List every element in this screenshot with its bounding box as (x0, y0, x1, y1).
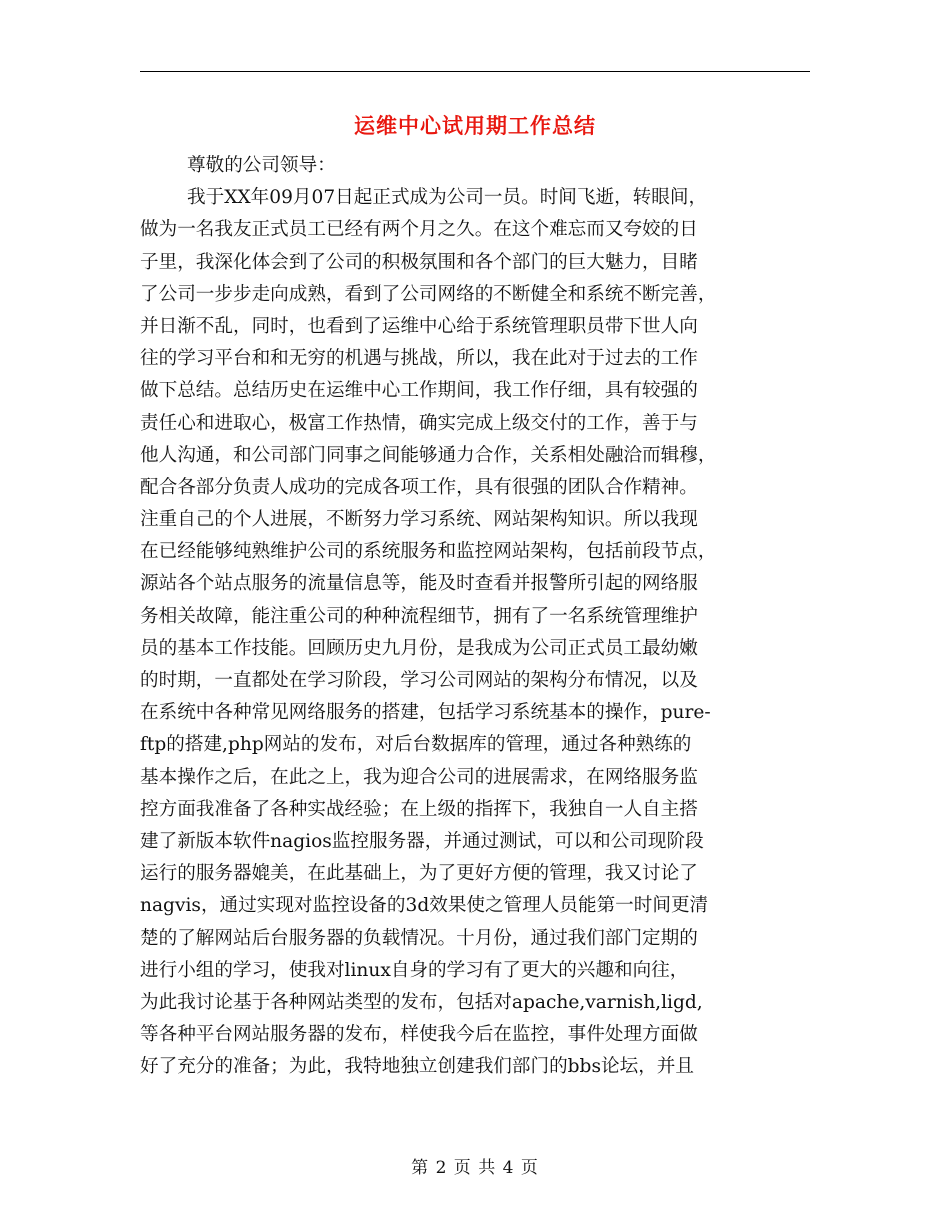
paragraph-line: 子里，我深化体会到了公司的积极氛围和各个部门的巨大魅力，目睹 (140, 251, 698, 273)
paragraph-line: 等各种平台网站服务器的发布，样使我今后在监控，事件处理方面做 (140, 1024, 698, 1046)
paragraph-line: 楚的了解网站后台服务器的负载情况。十月份，通过我们部门定期的 (140, 927, 698, 949)
paragraph-line: 配合各部分负责人成功的完成各项工作，具有很强的团队合作精神。 (140, 476, 698, 498)
paragraph-line: 责任心和进取心，极富工作热情，确实完成上级交付的工作，善于与 (140, 412, 698, 434)
paragraph-line: ftp的搭建,php网站的发布，对后台数据库的管理，通过各种熟练的 (140, 734, 692, 756)
paragraph-line: 他人沟通，和公司部门同事之间能够通力合作，关系相处融洽而辑穆， (140, 444, 717, 466)
paragraph-line: 好了充分的准备；为此，我特地独立创建我们部门的bbs论坛，并且 (140, 1056, 694, 1078)
paragraph-line: 基本操作之后，在此之上，我为迎合公司的进展需求，在网络服务监 (140, 766, 698, 788)
header-rule (140, 71, 810, 72)
paragraph-line: 做下总结。总结历史在运维中心工作期间，我工作仔细，具有较强的 (140, 380, 698, 402)
paragraph-line: 在系统中各种常见网络服务的搭建，包括学习系统基本的操作，pure- (140, 702, 711, 724)
paragraph-line: 运行的服务器媲美，在此基础上，为了更好方便的管理，我又讨论了 (140, 863, 698, 885)
paragraph-line: 并日渐不乱，同时，也看到了运维中心给于系统管理职员带下世人向 (140, 315, 698, 337)
paragraph-line: nagvis，通过实现对监控设备的3d效果使之管理人员能第一时间更清 (140, 895, 709, 917)
paragraph-line: 的时期，一直都处在学习阶段，学习公司网站的架构分布情况，以及 (140, 670, 698, 691)
paragraph-line: 进行小组的学习，使我对linux自身的学习有了更大的兴趣和向往， (140, 959, 689, 981)
paragraph-line: 了公司一步步走向成熟，看到了公司网络的不断健全和系统不断完善， (140, 283, 717, 305)
paragraph-line: 在已经能够纯熟维护公司的系统服务和监控网站架构，包括前段节点， (140, 541, 717, 563)
paragraph-line: 务相关故障，能注重公司的种种流程细节，拥有了一名系统管理维护 (140, 605, 698, 627)
paragraph-line: 控方面我准备了各种实战经验；在上级的指挥下，我独自一人自主搭 (140, 798, 698, 820)
document-body (140, 150, 810, 1083)
paragraph-line: 做为一名我友正式员工已经有两个月之久。在这个难忘而又夸姣的日 (140, 219, 698, 241)
paragraph-line: 员的基本工作技能。回顾历史九月份，是我成为公司正式员工最幼嫩 (140, 637, 698, 659)
page-number: 第 2 页 共 4 页 (411, 1158, 539, 1178)
paragraph-line: 注重自己的个人进展，不断努力学习系统、网站架构知识。所以我现 (140, 509, 698, 531)
paragraph-line: 往的学习平台和和无穷的机遇与挑战，所以，我在此对于过去的工作 (140, 348, 698, 370)
paragraph-line: 我于XX年09月07日起正式成为公司一员。时间飞逝，转眼间， (187, 187, 708, 209)
document-title: 运维中心试用期工作总结 (354, 113, 596, 138)
paragraph-line: 为此我讨论基于各种网站类型的发布，包括对apache,varnish,ligd, (140, 991, 703, 1013)
paragraph-line: 建了新版本软件nagios监控服务器，并通过测试，可以和公司现阶段 (140, 830, 704, 852)
salutation-line: 尊敬的公司领导： (187, 155, 336, 176)
paragraph-line: 源站各个站点服务的流量信息等，能及时查看并报警所引起的网络服 (140, 573, 698, 595)
